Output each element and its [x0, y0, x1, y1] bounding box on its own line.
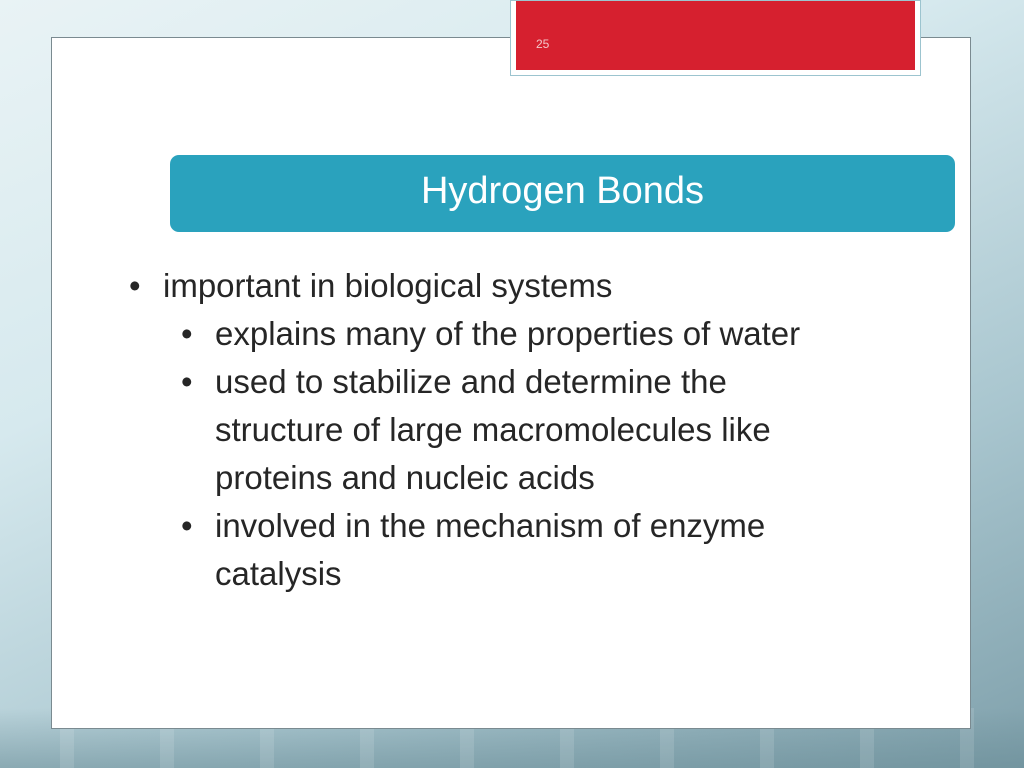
- list-item: [129, 502, 815, 598]
- page-number: 25: [536, 37, 550, 51]
- title-bar: [170, 155, 955, 232]
- slide-panel: [51, 37, 971, 729]
- bullet-glyph: •: [181, 315, 193, 352]
- bullet-glyph: •: [129, 267, 141, 304]
- sub-bullet-text: explains many of the properties of water: [215, 315, 801, 352]
- slide-title: Hydrogen Bonds: [420, 170, 705, 212]
- bullet-list: [129, 263, 909, 598]
- list-item: [129, 358, 815, 502]
- list-item: [129, 263, 909, 308]
- bullet-text: important in biological systems: [163, 267, 613, 304]
- sub-bullet-text: involved in the mechanism of enzyme catalysis: [215, 507, 766, 592]
- sub-bullet-text: used to stabilize and determine the structure of large macromolecules like proteins and nucleic acids: [215, 363, 771, 496]
- page-number-tab: [510, 0, 921, 76]
- bullet-glyph: •: [181, 363, 193, 400]
- sub-bullet-list: [129, 310, 909, 598]
- page-number-tab-fill: [516, 1, 915, 70]
- list-item: [129, 310, 815, 358]
- bullet-glyph: •: [181, 507, 193, 544]
